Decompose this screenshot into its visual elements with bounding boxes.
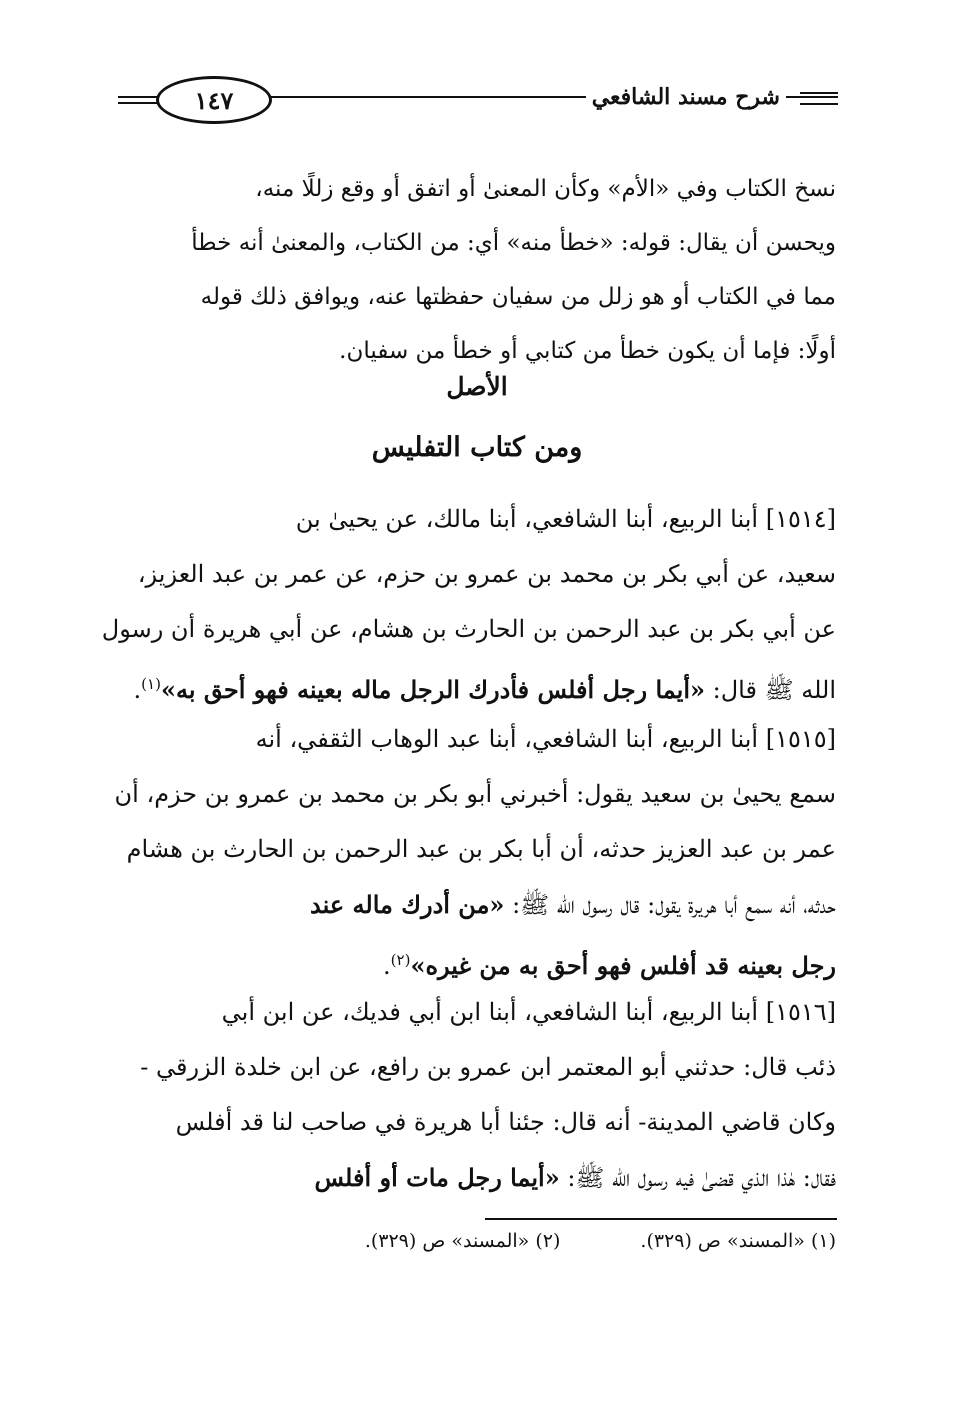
footnote-2: (٢) «المسند» ص (٣٢٩). — [364, 1230, 561, 1252]
text-span: الله ﷺ قال: — [705, 676, 836, 704]
text-span: . — [383, 952, 391, 980]
header-rule-short — [118, 102, 158, 104]
text-line — [118, 877, 836, 933]
text-line: ويحسن أن يقال: قوله: «خطأ منه» أي: من الكتاب، والمعنىٰ أنه خطأ — [191, 230, 836, 256]
footnote-ref: (١) — [141, 675, 161, 693]
text-line: سمع يحيىٰ بن سعيد يقول: أخبرني أبو بكر بن محمد بن عمرو بن حزم، أن — [114, 780, 836, 808]
footnote-rule — [485, 1218, 837, 1220]
page-number-oval — [156, 76, 272, 124]
hadith-matn: «أيما رجل أفلس فأدرك الرجل ماله بعينه فهو أحق به» — [160, 675, 706, 704]
text-line: [١٥١٦] أبنا الربيع، أبنا الشافعي، أبنا ابن أبي فديك، عن ابن أبي — [221, 998, 836, 1026]
text-line: وكان قاضي المدينة- أنه قال: جئنا أبا هريرة في صاحب لنا قد أفلس — [175, 1108, 836, 1136]
hadith-matn: رجل بعينه قد أفلس فهو أحق به من غيره» — [410, 951, 836, 980]
text-line: نسخ الكتاب وفي «الأم» وكأن المعنىٰ أو اتفق أو وقع زللًا منه، — [255, 176, 836, 202]
text-line — [118, 1150, 836, 1206]
hadith-1514 — [101, 492, 836, 718]
chapter-heading: ومن كتاب التفليس — [371, 432, 583, 463]
section-heading-asl: الأصل — [446, 372, 508, 401]
page-number: ١٤٧ — [194, 85, 234, 115]
text-line: عن أبي بكر بن عبد الرحمن بن الحارث بن هشام، عن أبي هريرة أن رسول — [101, 615, 836, 643]
text-line: سعيد، عن أبي بكر بن محمد بن عمرو بن حزم، عن عمر بن عبد العزيز، — [137, 560, 836, 588]
hadith-1516 — [118, 985, 836, 1206]
footnotes — [118, 1230, 836, 1252]
text-span: فقال: هٰذا الذي قضىٰ فيه رسول الله ﷺ: — [559, 1164, 836, 1192]
text-line: مما في الكتاب أو هو زلل من سفيان حفظتها عنه، ويوافق ذلك قوله — [200, 284, 836, 310]
text-line — [118, 657, 836, 718]
text-line: [١٥١٤] أبنا الربيع، أبنا الشافعي، أبنا مالك، عن يحيىٰ بن — [295, 505, 836, 533]
footnote-1: (١) «المسند» ص (٣٢٩). — [640, 1230, 836, 1252]
running-title: شرح مسند الشافعي — [586, 84, 786, 110]
text-line: ذئب قال: حدثني أبو المعتمر ابن عمرو بن رافع، عن ابن خلدة الزرقي - — [140, 1053, 836, 1081]
header-dash-mark — [800, 92, 838, 105]
hadith-matn: «أيما رجل مات أو أفلس — [314, 1163, 560, 1192]
intro-paragraph — [118, 162, 836, 378]
text-line: عمر بن عبد العزيز حدثه، أن أبا بكر بن عبد الرحمن بن الحارث بن هشام — [126, 835, 836, 863]
footnote-ref: (٢) — [390, 951, 411, 969]
page-header — [118, 72, 838, 136]
text-span: حدثه، أنه سمع أبا هريرة يقول: قال رسول الله ﷺ: — [504, 891, 836, 919]
text-span: . — [133, 676, 142, 704]
hadith-1515 — [114, 712, 836, 994]
text-line: أولًا: فإما أن يكون خطأ من كتابي أو خطأ من سفيان. — [339, 338, 836, 364]
text-line: [١٥١٥] أبنا الربيع، أبنا الشافعي، أبنا عبد الوهاب الثقفي، أنه — [255, 725, 836, 753]
hadith-matn: «من أدرك ماله عند — [310, 890, 505, 919]
